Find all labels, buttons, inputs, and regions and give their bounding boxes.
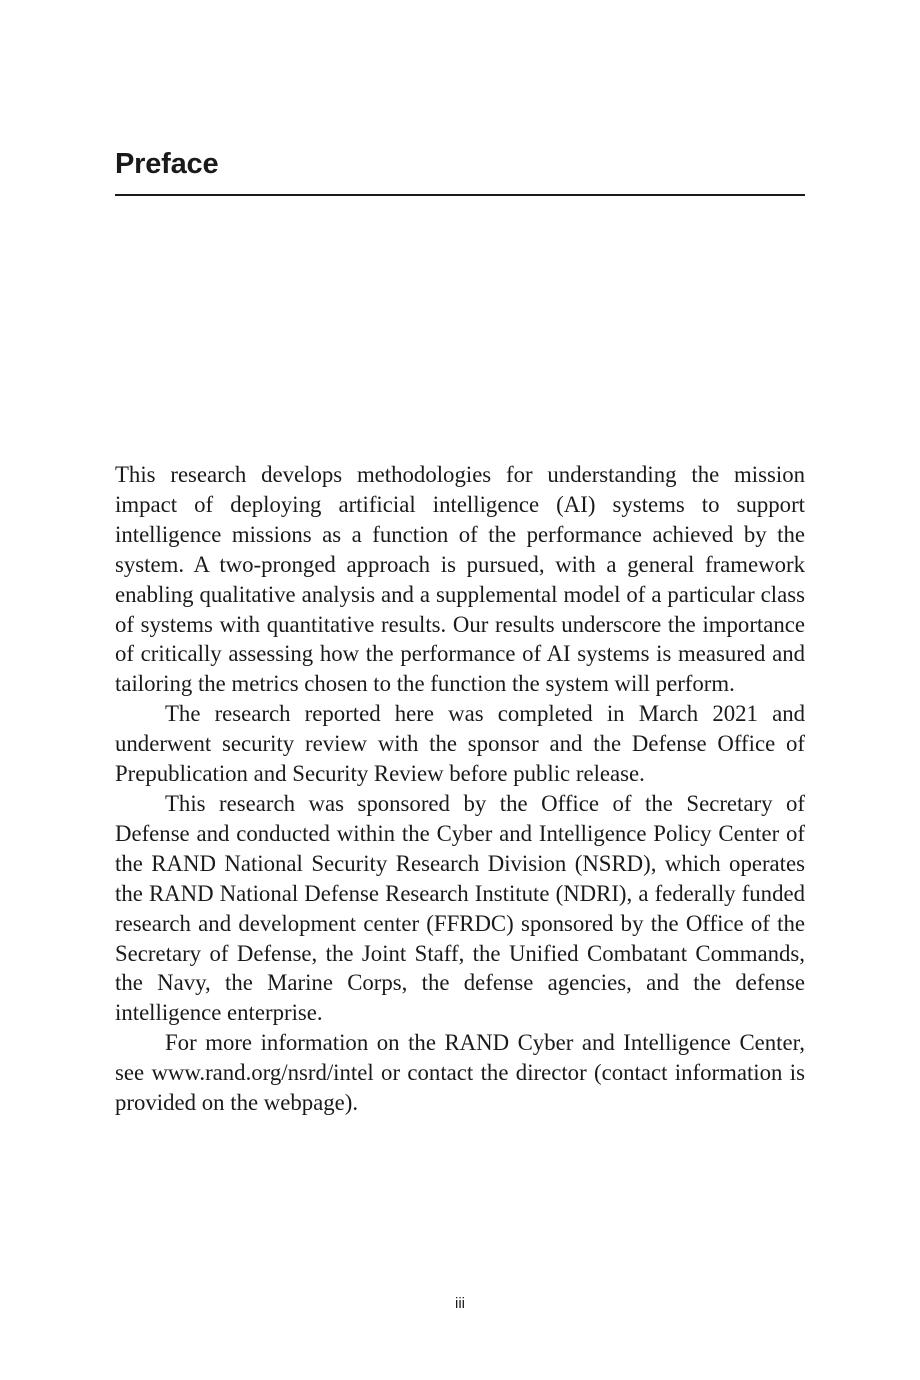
heading-rule [115, 194, 805, 196]
preface-body [115, 460, 805, 1118]
paragraph-intro: This research develops methodologies for understanding the mission impact of deploying artificial intelligence (AI) systems to support intelligence missions as a function of the performance achieved by the system. A two-pronged approach is pursued, with a general framework enabling qualitative analysis and a supplemental model of a particular class of systems with quantitative results. Our results underscore the importance of critically assessing how the performance of AI systems is measured and tailoring the metrics chosen to the function the system will perform. [115, 462, 805, 697]
page-title: Preface [115, 148, 219, 180]
paragraph-contact: For more information on the RAND Cyber and Intelligence Center, see www.rand.org/nsrd/intel or contact the director (contact information is provided on the webpage). [115, 1030, 805, 1116]
paragraph-sponsorship: This research was sponsored by the Office of the Secretary of Defense and conducted within the Cyber and Intelligence Policy Center of the RAND National Security Research Division (NSRD), which operates the RAND National Defense Research Institute (NDRI), a federally funded research and development center (FFRDC) sponsored by the Office of the Secretary of Defense, the Joint Staff, the Unified Combatant Commands, the Navy, the Marine Corps, the defense agencies, and the defense intelligence enterprise. [115, 790, 805, 1026]
paragraph-completion: The research reported here was completed in March 2021 and underwent security review with the sponsor and the Defense Office of Prepublication and Security Review before public release. [115, 701, 805, 787]
page-number: iii [455, 1295, 465, 1312]
